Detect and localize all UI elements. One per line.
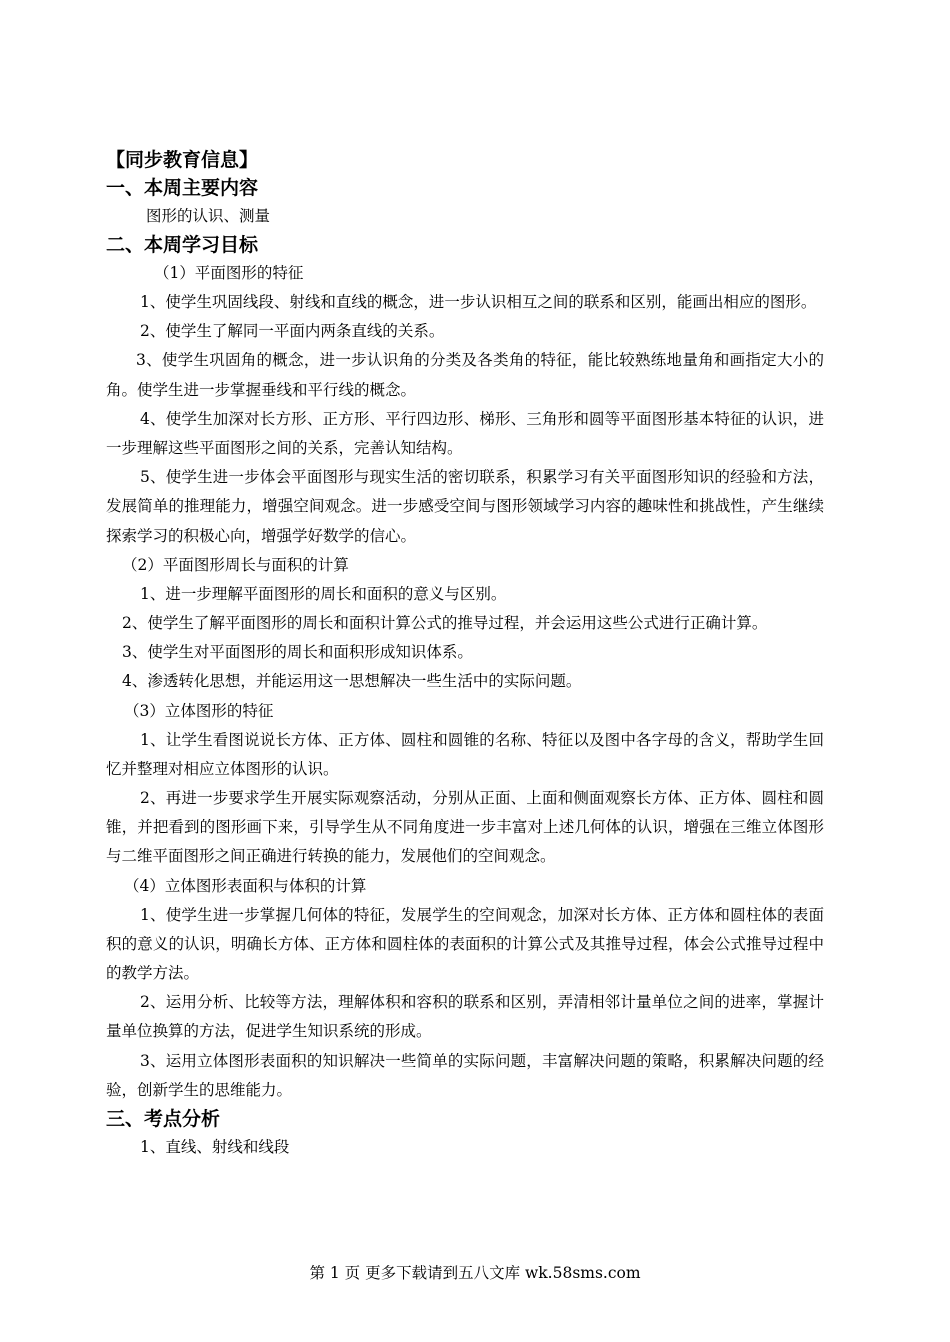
section-heading-learning-goals: 二、本周学习目标 [106, 234, 259, 256]
goal-item: 4、渗透转化思想，并能运用这一思想解决一些生活中的实际问题。 [122, 672, 582, 691]
subsection-title-solid-features: （3）立体图形的特征 [124, 701, 274, 720]
subsection-title-plane-features: （1）平面图形的特征 [154, 264, 304, 282]
page-footer: 第 1 页 更多下载请到五八文库 wk.58sms.com [309, 1264, 641, 1282]
goal-item: 2、使学生了解平面图形的周长和面积计算公式的推导过程，并会运用这些公式进行正确计算。 [122, 614, 768, 633]
goal-item: 1、使学生巩固线段、射线和直线的概念，进一步认识相互之间的联系和区别，能画出相应的图形。 [140, 293, 817, 311]
header-label: 【同步教育信息】 [106, 149, 259, 171]
main-content-text: 图形的认识、测量 [146, 207, 271, 225]
goal-item: 4、使学生加深对长方形、正方形、平行四边形、梯形、三角形和圆等平面图形基本特征的认识，进一步理解这些平面图形之间的关系，完善认知结构。 [106, 409, 824, 458]
goal-item: 2、再进一步要求学生开展实际观察活动，分别从正面、上面和侧面观察长方体、正方体、圆柱和圆锥，并把看到的图形画下来，引导学生从不同角度进一步丰富对上述几何体的认识，增强在三维立体图形与二维平面图形之间正确进行转换的能力，发展他们的空间观念。 [106, 789, 824, 866]
exam-point-item: 1、直线、射线和线段 [140, 1138, 290, 1157]
goal-item: 1、进一步理解平面图形的周长和面积的意义与区别。 [140, 584, 507, 603]
goal-item: 3、运用立体图形表面积的知识解决一些简单的实际问题，丰富解决问题的策略，积累解决问题的经验，创新学生的思维能力。 [106, 1051, 824, 1099]
goal-item: 3、使学生巩固角的概念，进一步认识角的分类及各类角的特征，能比较熟练地量角和画指定大小的角。使学生进一步掌握垂线和平行线的概念。 [106, 351, 824, 399]
subsection-title-surface-volume: （4）立体图形表面积与体积的计算 [124, 876, 367, 895]
section-heading-exam-analysis: 三、考点分析 [106, 1108, 221, 1131]
goal-item: 3、使学生对平面图形的周长和面积形成知识体系。 [122, 643, 473, 662]
goal-item: 1、让学生看图说说长方体、正方体、圆柱和圆锥的名称、特征以及图中各字母的含义，帮助学生回忆并整理对相应立体图形的认识。 [106, 730, 824, 778]
goal-item: 1、使学生进一步掌握几何体的特征，发展学生的空间观念，加深对长方体、正方体和圆柱体的表面积的意义的认识，明确长方体、正方体和圆柱体的表面积的计算公式及其推导过程，体会公式推导过程中的教学方法。 [106, 905, 824, 983]
goal-item: 2、运用分析、比较等方法，理解体积和容积的联系和区别，弄清相邻计量单位之间的进率，掌握计量单位换算的方法，促进学生知识系统的形成。 [106, 993, 824, 1041]
section-heading-main-content: 一、本周主要内容 [106, 177, 259, 199]
goal-item: 5、使学生进一步体会平面图形与现实生活的密切联系，积累学习有关平面图形知识的经验和方法，发展简单的推理能力，增强空间观念。进一步感受空间与图形领域学习内容的趣味性和挑战性，产生继续探索学习的积极心向，增强学好数学的信心。 [106, 468, 824, 545]
subsection-title-perimeter-area: （2）平面图形周长与面积的计算 [122, 555, 349, 574]
document-body [106, 146, 824, 1162]
goal-item: 2、使学生了解同一平面内两条直线的关系。 [140, 322, 445, 341]
